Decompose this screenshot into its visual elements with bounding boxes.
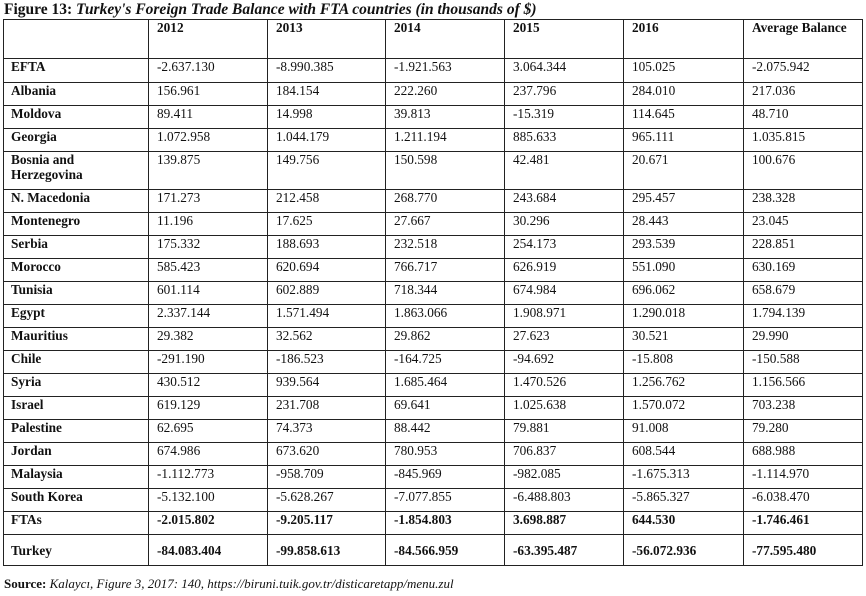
value-cell: -5.628.267 (268, 489, 386, 512)
source-text: Kalaycı, Figure 3, 2017: 140, https://biruni.tuik.gov.tr/disticaretapp/menu.zul (49, 576, 454, 591)
value-cell: 100.676 (744, 152, 863, 190)
value-cell: 673.620 (268, 443, 386, 466)
row-label: Syria (4, 374, 149, 397)
value-cell: 79.881 (505, 420, 624, 443)
value-cell: 1.072.958 (149, 129, 268, 152)
value-cell: -2.637.130 (149, 59, 268, 83)
row-label: Chile (4, 351, 149, 374)
value-cell: 30.296 (505, 213, 624, 236)
value-cell: -1.112.773 (149, 466, 268, 489)
header-cell: 2013 (268, 20, 386, 59)
row-label: Albania (4, 83, 149, 106)
value-cell: 696.062 (624, 282, 744, 305)
value-cell: 171.273 (149, 190, 268, 213)
value-cell: 293.539 (624, 236, 744, 259)
value-cell: 149.756 (268, 152, 386, 190)
value-cell: -15.319 (505, 106, 624, 129)
table-row (4, 305, 863, 328)
header-cell: 2015 (505, 20, 624, 59)
table-row (4, 397, 863, 420)
value-cell: 1.863.066 (386, 305, 505, 328)
value-cell: 268.770 (386, 190, 505, 213)
table-row (4, 106, 863, 129)
value-cell: 703.238 (744, 397, 863, 420)
value-cell: -982.085 (505, 466, 624, 489)
value-cell: -845.969 (386, 466, 505, 489)
table-row (4, 351, 863, 374)
row-label: Turkey (4, 535, 149, 566)
value-cell: 1.908.971 (505, 305, 624, 328)
value-cell: -63.395.487 (505, 535, 624, 566)
value-cell: 626.919 (505, 259, 624, 282)
value-cell: 238.328 (744, 190, 863, 213)
value-cell: -1.921.563 (386, 59, 505, 83)
value-cell: 284.010 (624, 83, 744, 106)
value-cell: 674.984 (505, 282, 624, 305)
value-cell: 1.044.179 (268, 129, 386, 152)
value-cell: 27.623 (505, 328, 624, 351)
row-label: FTAs (4, 512, 149, 535)
row-label: Serbia (4, 236, 149, 259)
value-cell: 29.990 (744, 328, 863, 351)
value-cell: -2.075.942 (744, 59, 863, 83)
row-label: South Korea (4, 489, 149, 512)
value-cell: -99.858.613 (268, 535, 386, 566)
value-cell: 89.411 (149, 106, 268, 129)
value-cell: 620.694 (268, 259, 386, 282)
value-cell: 139.875 (149, 152, 268, 190)
value-cell: 602.889 (268, 282, 386, 305)
value-cell: 1.156.566 (744, 374, 863, 397)
row-label: EFTA (4, 59, 149, 83)
value-cell: -1.114.970 (744, 466, 863, 489)
trade-balance-table (3, 19, 863, 566)
value-cell: 718.344 (386, 282, 505, 305)
value-cell: 184.154 (268, 83, 386, 106)
value-cell: 39.813 (386, 106, 505, 129)
table-row (4, 190, 863, 213)
value-cell: 156.961 (149, 83, 268, 106)
figure-title-label: Figure 13: (4, 1, 73, 18)
value-cell: 228.851 (744, 236, 863, 259)
value-cell: 780.953 (386, 443, 505, 466)
value-cell: 1.035.815 (744, 129, 863, 152)
value-cell: 114.645 (624, 106, 744, 129)
table-row (4, 466, 863, 489)
value-cell: -958.709 (268, 466, 386, 489)
value-cell: 766.717 (386, 259, 505, 282)
value-cell: 91.008 (624, 420, 744, 443)
row-label: Montenegro (4, 213, 149, 236)
row-label: Israel (4, 397, 149, 420)
value-cell: 27.667 (386, 213, 505, 236)
value-cell: -5.865.327 (624, 489, 744, 512)
value-cell: 254.173 (505, 236, 624, 259)
table-row (4, 512, 863, 535)
value-cell: 217.036 (744, 83, 863, 106)
value-cell: -1.746.461 (744, 512, 863, 535)
value-cell: 585.423 (149, 259, 268, 282)
table-row (4, 282, 863, 305)
table-row (4, 236, 863, 259)
table-row (4, 535, 863, 566)
value-cell: -8.990.385 (268, 59, 386, 83)
row-label: N. Macedonia (4, 190, 149, 213)
value-cell: 630.169 (744, 259, 863, 282)
value-cell: 674.986 (149, 443, 268, 466)
table-header-row (4, 20, 863, 59)
value-cell: -84.566.959 (386, 535, 505, 566)
value-cell: -186.523 (268, 351, 386, 374)
header-cell-blank (4, 20, 149, 59)
value-cell: 212.458 (268, 190, 386, 213)
value-cell: 3.698.887 (505, 512, 624, 535)
value-cell: 222.260 (386, 83, 505, 106)
header-cell: 2016 (624, 20, 744, 59)
value-cell: -6.488.803 (505, 489, 624, 512)
source-note (4, 576, 454, 592)
value-cell: 1.025.638 (505, 397, 624, 420)
value-cell: 644.530 (624, 512, 744, 535)
value-cell: 3.064.344 (505, 59, 624, 83)
row-label: Jordan (4, 443, 149, 466)
value-cell: 29.862 (386, 328, 505, 351)
value-cell: 1.470.526 (505, 374, 624, 397)
table-row (4, 420, 863, 443)
value-cell: 601.114 (149, 282, 268, 305)
value-cell: 243.684 (505, 190, 624, 213)
value-cell: 62.695 (149, 420, 268, 443)
value-cell: 295.457 (624, 190, 744, 213)
row-label: Tunisia (4, 282, 149, 305)
value-cell: 232.518 (386, 236, 505, 259)
row-label: Egypt (4, 305, 149, 328)
value-cell: 237.796 (505, 83, 624, 106)
value-cell: -56.072.936 (624, 535, 744, 566)
value-cell: 658.679 (744, 282, 863, 305)
value-cell: -94.692 (505, 351, 624, 374)
table-row (4, 152, 863, 190)
row-label: Mauritius (4, 328, 149, 351)
value-cell: -84.083.404 (149, 535, 268, 566)
value-cell: 42.481 (505, 152, 624, 190)
source-label: Source: (4, 576, 47, 591)
row-label: Georgia (4, 129, 149, 152)
value-cell: 551.090 (624, 259, 744, 282)
value-cell: 1.685.464 (386, 374, 505, 397)
value-cell: 79.280 (744, 420, 863, 443)
value-cell: 48.710 (744, 106, 863, 129)
value-cell: -77.595.480 (744, 535, 863, 566)
value-cell: 2.337.144 (149, 305, 268, 328)
row-label: Morocco (4, 259, 149, 282)
value-cell: 939.564 (268, 374, 386, 397)
row-label: Palestine (4, 420, 149, 443)
value-cell: 188.693 (268, 236, 386, 259)
table-row (4, 259, 863, 282)
table-row (4, 489, 863, 512)
value-cell: 11.196 (149, 213, 268, 236)
header-cell: 2012 (149, 20, 268, 59)
table-body (4, 59, 863, 566)
table-row (4, 129, 863, 152)
value-cell: 105.025 (624, 59, 744, 83)
figure-title-text: Turkey's Foreign Trade Balance with FTA countries (in thousands of $) (76, 1, 537, 18)
value-cell: 69.641 (386, 397, 505, 420)
table-row (4, 59, 863, 83)
value-cell: 706.837 (505, 443, 624, 466)
value-cell: 74.373 (268, 420, 386, 443)
value-cell: 885.633 (505, 129, 624, 152)
value-cell: 28.443 (624, 213, 744, 236)
value-cell: 175.332 (149, 236, 268, 259)
value-cell: 20.671 (624, 152, 744, 190)
value-cell: -164.725 (386, 351, 505, 374)
value-cell: -1.675.313 (624, 466, 744, 489)
figure-title (4, 1, 537, 19)
value-cell: 1.211.194 (386, 129, 505, 152)
table-row (4, 328, 863, 351)
value-cell: 1.290.018 (624, 305, 744, 328)
value-cell: 30.521 (624, 328, 744, 351)
value-cell: 17.625 (268, 213, 386, 236)
value-cell: -9.205.117 (268, 512, 386, 535)
value-cell: 1.571.494 (268, 305, 386, 328)
row-label: Malaysia (4, 466, 149, 489)
table-row (4, 374, 863, 397)
value-cell: 29.382 (149, 328, 268, 351)
value-cell: -15.808 (624, 351, 744, 374)
value-cell: 1.794.139 (744, 305, 863, 328)
value-cell: 88.442 (386, 420, 505, 443)
value-cell: -291.190 (149, 351, 268, 374)
value-cell: -5.132.100 (149, 489, 268, 512)
table-row (4, 443, 863, 466)
value-cell: 688.988 (744, 443, 863, 466)
value-cell: -6.038.470 (744, 489, 863, 512)
value-cell: 430.512 (149, 374, 268, 397)
value-cell: -7.077.855 (386, 489, 505, 512)
value-cell: 965.111 (624, 129, 744, 152)
row-label: Moldova (4, 106, 149, 129)
header-cell: 2014 (386, 20, 505, 59)
value-cell: 32.562 (268, 328, 386, 351)
value-cell: 150.598 (386, 152, 505, 190)
value-cell: -150.588 (744, 351, 863, 374)
table-row (4, 83, 863, 106)
value-cell: 1.570.072 (624, 397, 744, 420)
header-cell: Average Balance (744, 20, 863, 59)
table-row (4, 213, 863, 236)
value-cell: 231.708 (268, 397, 386, 420)
value-cell: 608.544 (624, 443, 744, 466)
value-cell: -2.015.802 (149, 512, 268, 535)
value-cell: 14.998 (268, 106, 386, 129)
value-cell: 1.256.762 (624, 374, 744, 397)
value-cell: 23.045 (744, 213, 863, 236)
value-cell: 619.129 (149, 397, 268, 420)
row-label: Bosnia and Herzegovina (4, 152, 149, 190)
value-cell: -1.854.803 (386, 512, 505, 535)
